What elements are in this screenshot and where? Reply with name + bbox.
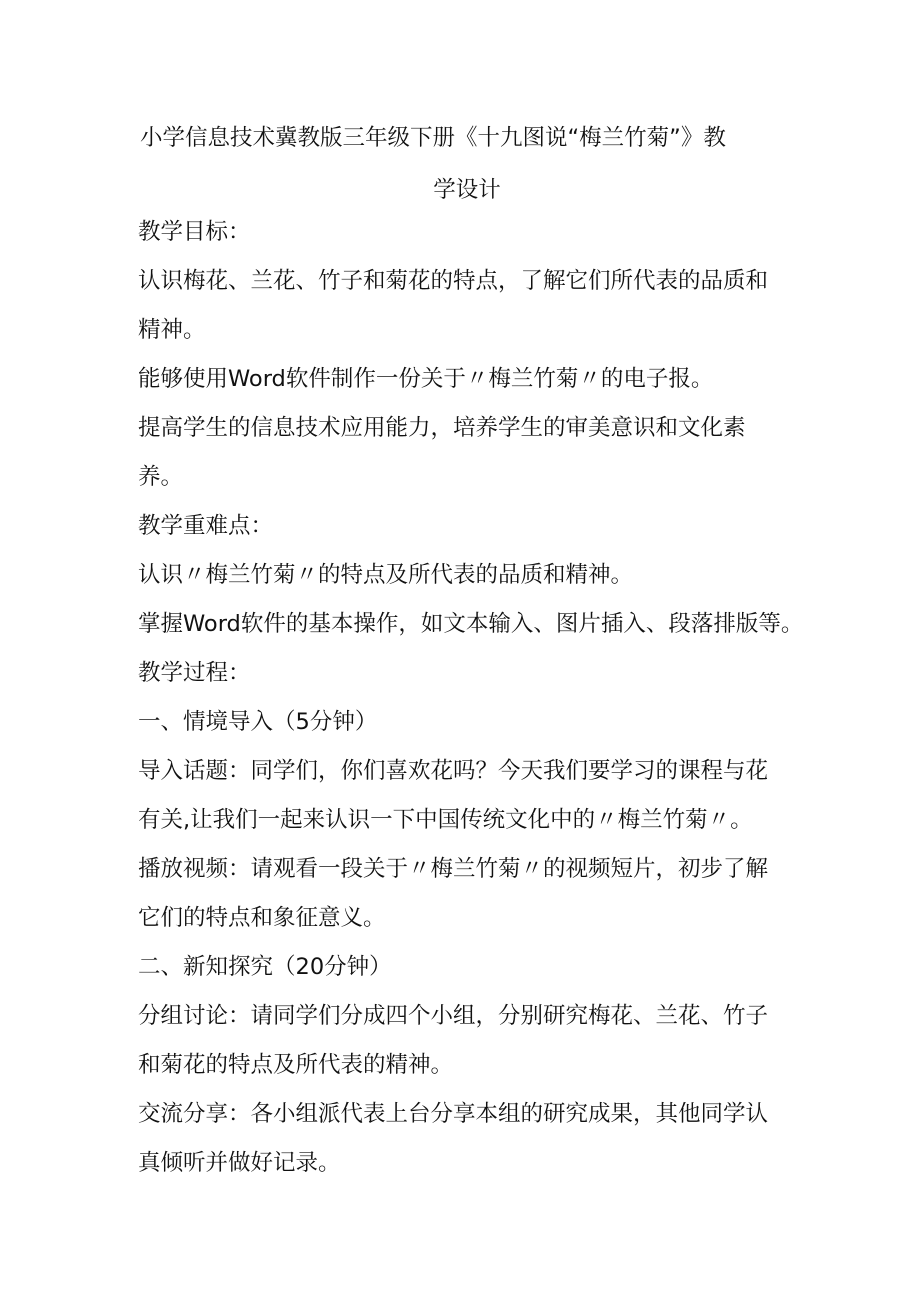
step-1-intro: 导入话题：同学们，你们喜欢花吗？今天我们要学习的课程与花有关,让我们一起来认识一下中国传统文化中的〃梅兰竹菊〃。 xyxy=(138,758,769,833)
key-point-2: 掌握Word软件的基本操作，如文本输入、图片插入、段落排版等。 xyxy=(138,611,804,637)
section-heading-key-points: 教学重难点： xyxy=(138,513,274,539)
section-heading-process: 教学过程： xyxy=(138,660,251,686)
title-line-1: 小学信息技术冀教版三年级下册《十九图说“梅兰竹菊”》教 xyxy=(140,125,726,151)
step-2-sharing: 交流分享：各小组派代表上台分享本组的研究成果，其他同学认真倾听并做好记录。 xyxy=(138,1101,769,1176)
title-line-2: 学设计 xyxy=(433,177,501,203)
step-1-video: 播放视频：请观看一段关于〃梅兰竹菊〃的视频短片，初步了解它们的特点和象征意义。 xyxy=(138,856,769,931)
document-body xyxy=(138,208,804,1188)
objective-3: 提高学生的信息技术应用能力，培养学生的审美意识和文化素养。 xyxy=(138,415,746,490)
objective-1: 认识梅花、兰花、竹子和菊花的特点，了解它们所代表的品质和精神。 xyxy=(138,268,769,343)
step-2-discussion: 分组讨论：请同学们分成四个小组，分别研究梅花、兰花、竹子和菊花的特点及所代表的精神。 xyxy=(138,1003,769,1078)
section-heading-objectives: 教学目标： xyxy=(138,219,251,245)
document-title xyxy=(138,112,788,216)
key-point-1: 认识〃梅兰竹菊〃的特点及所代表的品质和精神。 xyxy=(138,562,634,588)
step-heading-1: 一、情境导入（5分钟） xyxy=(138,709,378,735)
objective-2: 能够使用Word软件制作一份关于〃梅兰竹菊〃的电子报。 xyxy=(138,366,714,392)
step-heading-2: 二、新知探究（20分钟） xyxy=(138,954,392,980)
